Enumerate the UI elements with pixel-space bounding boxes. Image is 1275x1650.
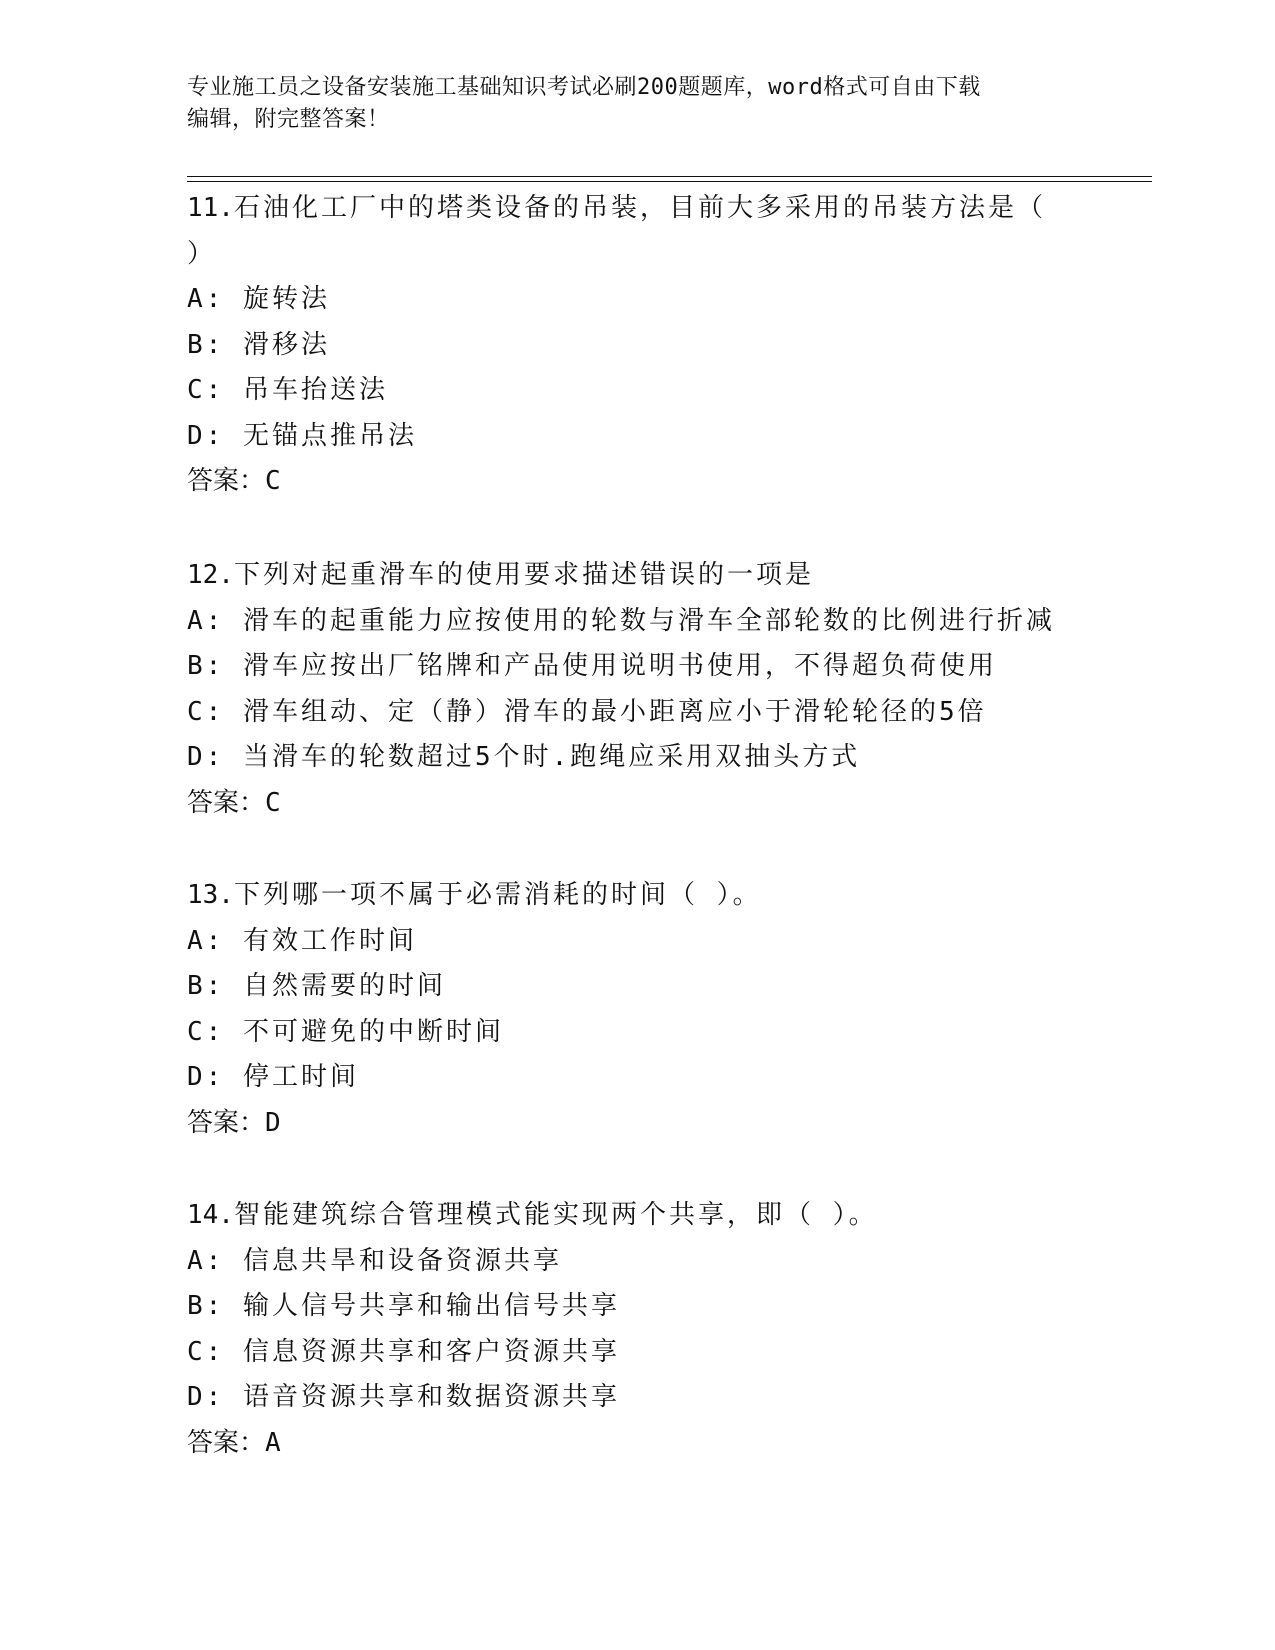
option-b: B: 自然需要的时间 bbox=[187, 971, 446, 1001]
question-12 bbox=[187, 553, 1087, 826]
question-14 bbox=[187, 1193, 1087, 1466]
question-text: 下列哪一项不属于必需消耗的时间（ ）。 bbox=[233, 880, 762, 910]
option-a: A: 滑车的起重能力应按使用的轮数与滑车全部轮数的比例进行折减 bbox=[187, 605, 1055, 636]
question-text: 下列对起重滑车的使用要求描述错误的一项是 bbox=[233, 560, 814, 590]
option-b: B: 滑移法 bbox=[187, 329, 330, 360]
option-c: C: 不可避免的中断时间 bbox=[187, 1016, 504, 1047]
question-13 bbox=[187, 873, 1087, 1146]
option-a: A: 旋转法 bbox=[187, 284, 330, 314]
option-d: D: 无锚点推吊法 bbox=[187, 420, 417, 451]
answer-line bbox=[187, 1421, 1087, 1467]
header-line-2: 编辑，附完整答案！ bbox=[187, 107, 390, 132]
answer-line bbox=[187, 459, 1087, 505]
answer-value: A bbox=[265, 1427, 281, 1458]
answer-label: 答案： bbox=[187, 1427, 266, 1458]
question-number: 13. bbox=[187, 880, 234, 910]
question-number: 11. bbox=[187, 193, 234, 223]
question-11 bbox=[187, 186, 1087, 505]
question-stem bbox=[187, 873, 1087, 919]
answer-label: 答案： bbox=[187, 466, 266, 496]
document-header bbox=[187, 72, 1087, 136]
question-number: 12. bbox=[187, 560, 234, 590]
question-text: 石油化工厂中的塔类设备的吊装，目前大多采用的吊装方法是（ ） bbox=[187, 193, 1046, 269]
option-c: C: 吊车抬送法 bbox=[187, 375, 388, 405]
question-number: 14. bbox=[187, 1200, 234, 1230]
answer-value: C bbox=[265, 466, 281, 496]
question-stem bbox=[187, 186, 1087, 277]
option-d: D: 语音资源共享和数据资源共享 bbox=[187, 1382, 620, 1412]
answer-value: C bbox=[265, 787, 281, 818]
answer-label: 答案： bbox=[187, 1107, 266, 1138]
option-a: A: 有效工作时间 bbox=[187, 925, 417, 956]
option-d: D: 停工时间 bbox=[187, 1062, 359, 1092]
header-line-1: 专业施工员之设备安装施工基础知识考试必刷200题题库，word格式可自由下载 bbox=[187, 75, 981, 100]
header-divider-top bbox=[187, 176, 1152, 177]
option-b: B: 滑车应按出厂铭牌和产品使用说明书使用，不得超负荷使用 bbox=[187, 651, 997, 681]
answer-line bbox=[187, 781, 1087, 827]
answer-line bbox=[187, 1101, 1087, 1147]
header-divider-bottom bbox=[187, 181, 1152, 182]
option-c: C: 信息资源共享和客户资源共享 bbox=[187, 1336, 620, 1367]
question-text: 智能建筑综合管理模式能实现两个共享，即（ ）。 bbox=[233, 1200, 878, 1230]
question-stem bbox=[187, 1193, 1087, 1239]
option-a: A: 信息共旱和设备资源共享 bbox=[187, 1245, 562, 1276]
question-stem bbox=[187, 553, 1087, 599]
option-c: C: 滑车组动、定（静）滑车的最小距离应小于滑轮轮径的5倍 bbox=[187, 696, 987, 727]
option-b: B: 输人信号共享和输出信号共享 bbox=[187, 1291, 620, 1321]
answer-value: D bbox=[265, 1107, 281, 1138]
option-d: D: 当滑车的轮数超过5个时.跑绳应采用双抽头方式 bbox=[187, 742, 861, 772]
answer-label: 答案： bbox=[187, 787, 266, 818]
